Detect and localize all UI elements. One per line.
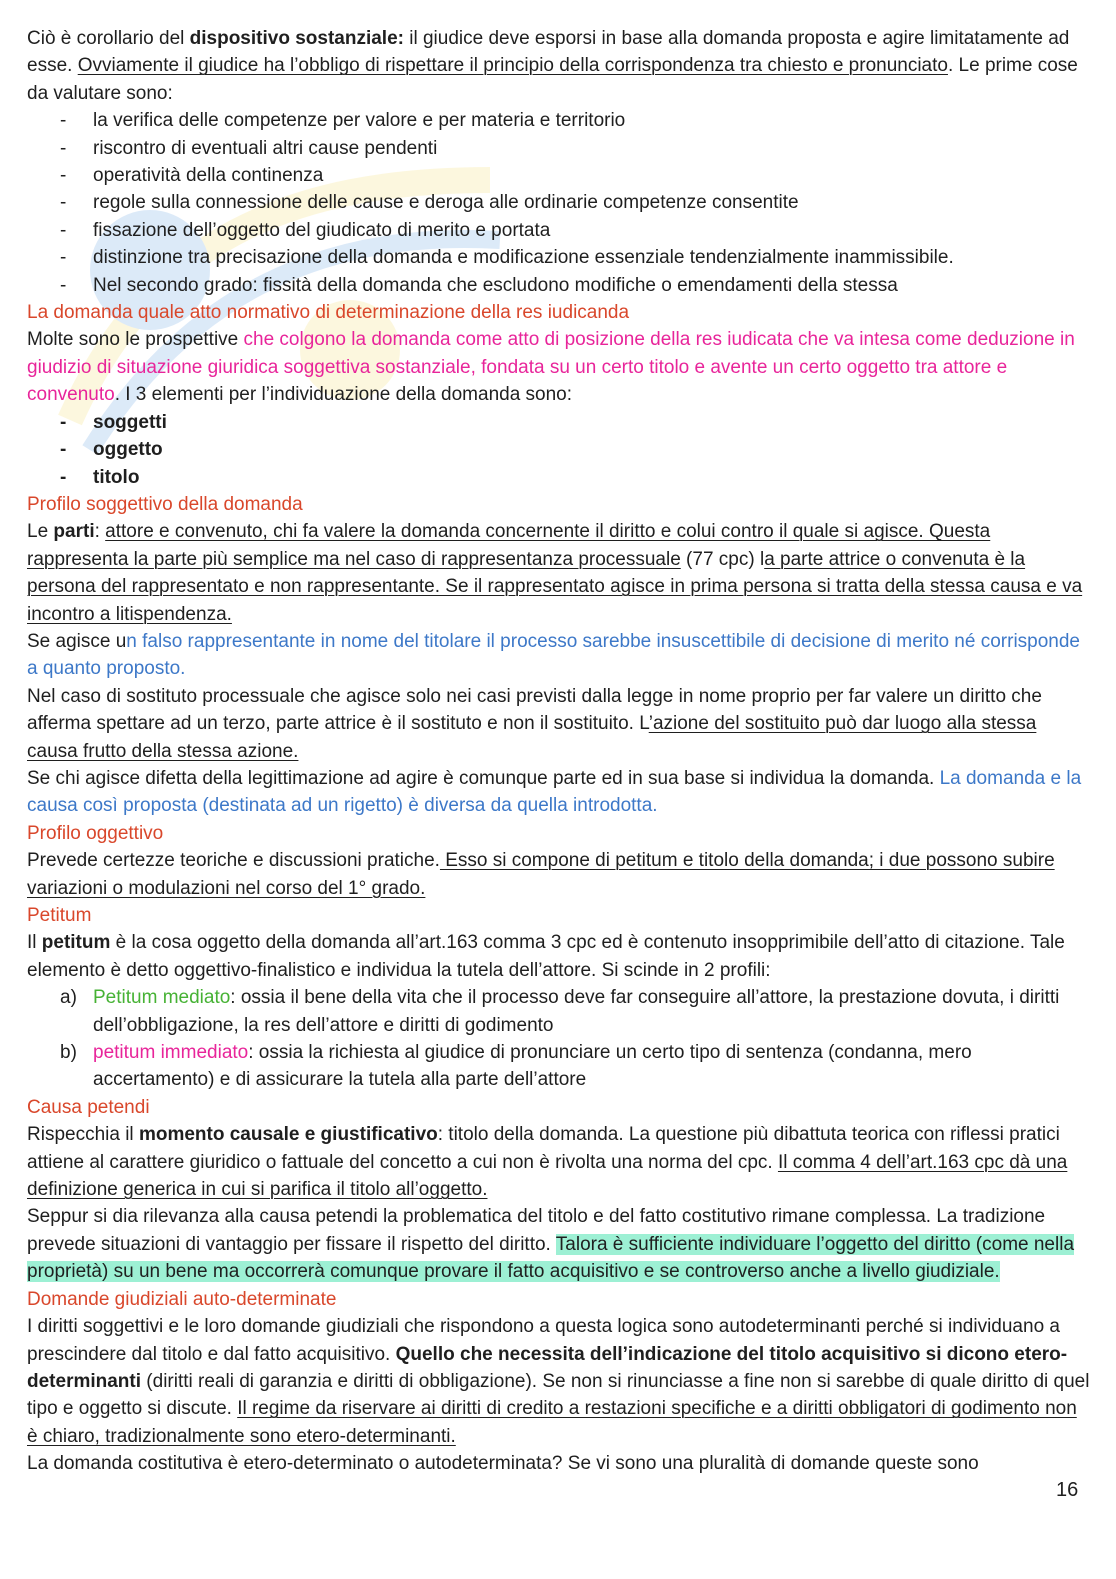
auto-paragraph-1: I diritti soggettivi e le loro domande giudiziali che rispondono a questa logica sono autodeterminanti perché si individuano a prescindere dal titolo e dal fatto acquisitivo. Quello che necessita dell’indicazione del titolo acquisitivo si dicono etero-determinanti (diritti reali di garanzia e diritti di obbligazione). Se non si rinunciasse a fine non si sarebbe di quale diritto di quel tipo e oggetto si discute. Il regime da riservare ai diritti di credito a restazioni specifiche e a diritti obbligatori di godimento non è chiaro, tradizionalmente sono etero-determinanti. — [27, 1316, 1090, 1447]
list-item: - titolo — [60, 466, 140, 488]
soggettivo-paragraph-3: Nel caso di sostituto processuale che agisce solo nei casi previsti dalla legge in nome proprio per far valere un diritto che afferma spettare ad un terzo, parte attrice è il sostituto e non il sostituito. L’azione del sostituito può dar luogo alla stessa causa frutto della stessa azione. — [27, 685, 1042, 762]
heading-petitum: Petitum — [27, 905, 92, 926]
auto-paragraph-2: La domanda costitutiva è etero-determinato o autodeterminata? Se vi sono una pluralità di domande queste sono — [27, 1453, 979, 1475]
domanda-paragraph: Molte sono le prospettive che colgono la domanda come atto di posizione della res iudicata che va intesa come deduzione in giudizio di situazione giuridica soggettiva sostanziale, fondata su un certo titolo e avente un certo oggetto tra attore e convenuto. I 3 elementi per l’individuazione della domanda sono: — [27, 329, 1075, 406]
soggettivo-paragraph-2: Se agisce un falso rappresentante in nome del titolare il processo sarebbe insuscettibile di decisione di merito né corrisponde a quanto proposto. — [27, 630, 1080, 680]
page-number: 16 — [1056, 1479, 1079, 1501]
soggettivo-paragraph-4: Se chi agisce difetta della legittimazione ad agire è comunque parte ed in sua base si individua la domanda. La domanda e la causa così proposta (destinata ad un rigetto) è diversa da quella introdotta. — [27, 767, 1082, 817]
soggettivo-paragraph-1: Le parti: attore e convenuto, chi fa valere la domanda concernente il diritto e colui contro il quale si agisce. Questa rappresenta la parte più semplice ma nel caso di rappresentanza processuale (77 cpc) la parte attrice o convenuta è la persona del rappresentato e non rappresentante. Se il rappresentato agisce in prima persona si tratta della stessa causa e va incontro a litispendenza. — [27, 521, 1083, 625]
heading-profilo-oggettivo: Profilo oggettivo — [27, 822, 164, 844]
intro-paragraph: Ciò è corollario del dispositivo sostanziale: il giudice deve esporsi in base alla domanda proposta e agire limitatamente ad esse. Ovviamente il giudice ha l’obbligo di rispettare il principio della corrispondenza tra chiesto e pronunciato. Le prime cose da valutare sono: — [27, 28, 1078, 104]
causa-paragraph-1: Rispecchia il momento causale e giustificativo: titolo della domanda. La questione più dibattuta teorica con riflessi pratici attiene al carattere giuridico o fattuale del concetto a cui non è rivolta una norma del cpc. Il comma 4 dell’art.163 cpc dà una definizione generica in cui si parifica il titolo all’oggetto. — [27, 1124, 1068, 1201]
oggettivo-paragraph: Prevede certezze teoriche e discussioni pratiche. Esso si compone di petitum e titolo della domanda; i due possono subire variazioni o modulazioni nel corso del 1° grado. — [27, 850, 1055, 899]
heading-profilo-soggettivo: Profilo soggettivo della domanda — [27, 493, 303, 515]
petitum-paragraph: Il petitum è la cosa oggetto della domanda all’art.163 comma 3 cpc ed è contenuto insopprimibile dell’atto di citazione. Tale elemento è detto oggettivo-finalistico e individua la tutela dell’attore. Si scinde in 2 profili: — [27, 932, 1065, 981]
heading-domanda: La domanda quale atto normativo di determinazione della res iudicanda — [27, 302, 630, 324]
list-item: b) petitum immediato: ossia la richiesta al giudice di pronunciare un certo tipo di sentenza (condanna, mero accertamento) e di assicurare la tutela alla parte dell’attore — [60, 1042, 972, 1091]
list-item: - soggetti — [60, 411, 167, 433]
list-item: - fissazione dell’oggetto del giudicato di merito e portata — [60, 219, 551, 241]
list-item: - operatività della continenza — [60, 165, 324, 187]
list-item: - la verifica delle competenze per valore e per materia e territorio — [60, 110, 626, 132]
petitum-list — [27, 984, 1091, 1094]
list-item: - Nel secondo grado: fissità della domanda che escludono modifiche o emendamenti della stessa — [60, 274, 898, 296]
list-item: - riscontro di eventuali altri cause pendenti — [60, 137, 438, 159]
page-content — [27, 25, 1091, 1478]
heading-auto-determinate: Domande giudiziali auto-determinate — [27, 1288, 337, 1310]
evaluation-list — [27, 107, 1091, 299]
elements-list — [27, 409, 1091, 491]
list-item: - oggetto — [60, 439, 163, 461]
causa-paragraph-2: Seppur si dia rilevanza alla causa petendi la problematica del titolo e del fatto costitutivo rimane complessa. La tradizione prevede situazioni di vantaggio per fissare il rispetto del diritto. Talora è sufficiente individuare l’oggetto del diritto (come nella proprietà) su un bene ma occorrerà comunque provare il fatto acquisitivo e se controverso anche a livello giudiziale. — [27, 1206, 1075, 1283]
list-item: a) Petitum mediato: ossia il bene della vita che il processo deve far conseguire all’attore, la prestazione dovuta, i diritti dell’obbligazione, la res dell’attore e diritti di godimento — [60, 987, 1060, 1036]
list-item: - distinzione tra precisazione della domanda e modificazione essenziale tendenzialmente inammissibile. — [60, 247, 954, 269]
heading-causa-petendi: Causa petendi — [27, 1096, 150, 1118]
list-item: - regole sulla connessione delle cause e deroga alle ordinarie competenze consentite — [60, 192, 799, 214]
